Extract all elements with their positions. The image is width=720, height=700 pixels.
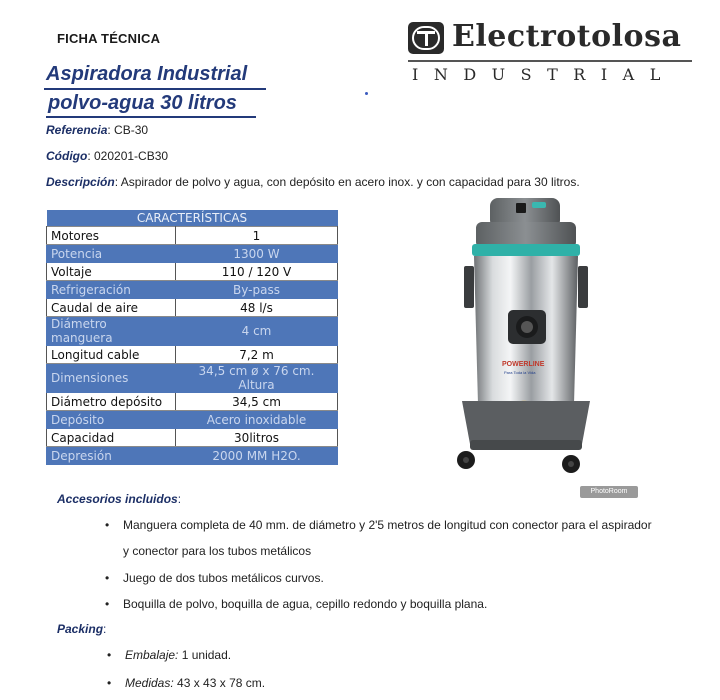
product-title-line1: Aspiradora Industrial: [46, 63, 248, 85]
bullet-icon: •: [105, 518, 110, 532]
power-switch: [516, 203, 526, 213]
product-brand-tagline: Para Toda la Vida: [504, 370, 536, 375]
spec-value: 34,5 cm: [176, 393, 338, 411]
spec-value: By-pass: [176, 281, 338, 299]
spec-name: Potencia: [47, 245, 176, 263]
table-row: [47, 364, 338, 393]
spec-name: Longitud cable: [47, 346, 176, 364]
teal-band: [472, 244, 580, 256]
title-underline: [46, 116, 256, 118]
table-row: [47, 411, 338, 429]
spec-name: Depósito: [47, 411, 176, 429]
base: [462, 401, 590, 444]
accessories-heading: [57, 492, 181, 506]
list-item-continuation: y conector para los tubos metálicos: [123, 544, 312, 558]
spec-value: 48 l/s: [176, 299, 338, 317]
bullet-icon: •: [105, 597, 110, 611]
spec-value: Acero inoxidable: [176, 411, 338, 429]
code-label: Código: [46, 149, 88, 163]
brand-logo: [408, 19, 696, 89]
table-row: [47, 281, 338, 299]
spec-name: Dimensiones: [47, 364, 176, 393]
vacuum-cleaner-image: [452, 196, 600, 476]
logo-name: Electrotolosa: [452, 19, 682, 54]
spec-value: 110 / 120 V: [176, 263, 338, 281]
description-value: : Aspirador de polvo y agua, con depósito en acero inox. y con capacidad para 30 litros.: [114, 175, 580, 189]
list-item: [125, 648, 231, 662]
specs-header: CARACTERÍSTICAS: [47, 210, 338, 227]
table-row: [47, 227, 338, 245]
spec-name: Motores: [47, 227, 176, 245]
spec-value: 1300 W: [176, 245, 338, 263]
list-item: [125, 676, 265, 690]
logo-mark-icon: [408, 22, 444, 54]
table-row: [47, 447, 338, 465]
spec-value: 4 cm: [176, 317, 338, 346]
description-label: Descripción: [46, 175, 115, 189]
logo-subtitle: INDUSTRIAL: [412, 65, 676, 84]
embalaje-label: Embalaje:: [125, 648, 179, 662]
embalaje-value: 1 unidad.: [178, 648, 232, 662]
list-item: Boquilla de polvo, boquilla de agua, cepillo redondo y boquilla plana.: [123, 597, 488, 611]
reference-line: [46, 123, 148, 137]
spec-name: Diámetro depósito: [47, 393, 176, 411]
title-underline: [44, 88, 266, 90]
table-row: [47, 429, 338, 447]
packing-heading: [57, 622, 106, 636]
medidas-label: Medidas:: [125, 676, 174, 690]
bullet-icon: •: [105, 571, 110, 585]
spec-name: Refrigeración: [47, 281, 176, 299]
photoroom-watermark: PhotoRoom: [580, 486, 638, 498]
code-line: [46, 149, 168, 163]
table-row: [47, 263, 338, 281]
accessories-heading-colon: :: [177, 492, 182, 506]
spec-name: Depresión: [47, 447, 176, 465]
packing-heading-text: Packing: [57, 622, 104, 636]
spec-value: 7,2 m: [176, 346, 338, 364]
list-item: Juego de dos tubos metálicos curvos.: [123, 571, 324, 585]
logo-divider: [408, 60, 692, 62]
bullet-icon: •: [107, 676, 112, 690]
product-title-line2: polvo-agua 30 litros: [48, 92, 237, 114]
packing-heading-colon: :: [103, 622, 107, 636]
reference-label: Referencia: [46, 123, 108, 137]
bullet-icon: •: [107, 648, 112, 662]
code-value: : 020201-CB30: [87, 149, 169, 163]
table-row: [47, 346, 338, 364]
list-item: Manguera completa de 40 mm. de diámetro y 2'5 metros de longitud con conector para el aspirador: [123, 518, 652, 532]
accessories-heading-text: Accesorios incluidos: [57, 492, 178, 506]
spec-value: 2000 MM H2O.: [176, 447, 338, 465]
spec-value: 30litros: [176, 429, 338, 447]
spec-name: Diámetro manguera: [47, 317, 176, 346]
table-row: [47, 245, 338, 263]
decorative-dot: [365, 92, 368, 95]
specs-table: [46, 210, 338, 465]
table-row: [47, 393, 338, 411]
spec-name: Voltaje: [47, 263, 176, 281]
product-brand-label: POWERLINE: [502, 361, 545, 368]
description-line: [46, 175, 580, 189]
spec-name: Capacidad: [47, 429, 176, 447]
table-row: [47, 299, 338, 317]
reference-value: : CB-30: [107, 123, 149, 137]
doc-label: FICHA TÉCNICA: [57, 31, 161, 46]
table-row: [47, 317, 338, 346]
spec-value: 34,5 cm ø x 76 cm. Altura: [176, 364, 338, 393]
spec-name: Caudal de aire: [47, 299, 176, 317]
spec-value: 1: [176, 227, 338, 245]
medidas-value: 43 x 43 x 78 cm.: [173, 676, 266, 690]
